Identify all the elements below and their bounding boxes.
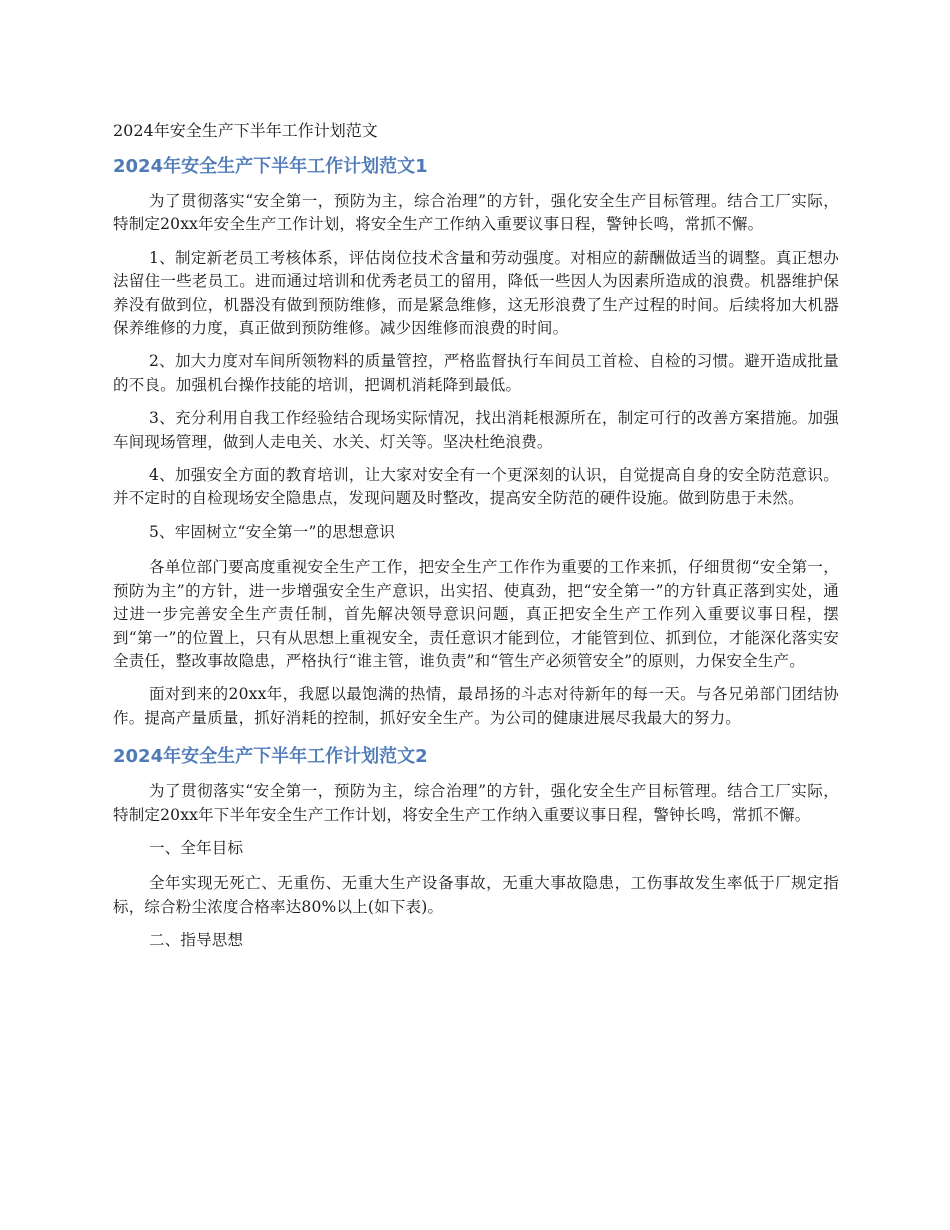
paragraph: 一、全年目标 bbox=[149, 838, 244, 857]
section-heading: 2024年安全生产下半年工作计划范文2 bbox=[113, 746, 428, 768]
paragraph: 全年实现无死亡、无重伤、无重大生产设备事故，无重大事故隐患，工伤事故发生率低于厂规定指标，综合粉尘浓度合格率达80%以上(如下表)。 bbox=[113, 874, 839, 916]
paragraph: 面对到来的20xx年，我愿以最饱满的热情，最昂扬的斗志对待新年的每一天。与各兄弟部门团结协作。提高产量质量，抓好消耗的控制，抓好安全生产。为公司的健康进展尽我最大的努力。 bbox=[113, 685, 839, 727]
section-2 bbox=[113, 744, 839, 952]
paragraph: 为了贯彻落实“安全第一，预防为主，综合治理”的方针，强化安全生产目标管理。结合工厂实际，特制定20xx年下半年安全生产工作计划，将安全生产工作纳入重要议事日程，警钟长鸣，常抓不懈。 bbox=[113, 782, 839, 824]
paragraph: 2、加大力度对车间所领物料的质量管控，严格监督执行车间员工首检、自检的习惯。避开造成批量的不良。加强机台操作技能的培训，把调机消耗降到最低。 bbox=[113, 352, 839, 394]
paragraph: 二、指导思想 bbox=[149, 931, 244, 950]
paragraph: 各单位部门要高度重视安全生产工作，把安全生产工作作为重要的工作来抓，仔细贯彻“安全第一，预防为主”的方针，进一步增强安全生产意识，出实招、使真劲，把“安全第一”的方针真正落到实处，通过进一步完善安全生产责任制，首先解决领导意识问题，真正把安全生产工作列入重要议事日程，摆到“第一”的位置上，只有从思想上重视安全，责任意识才能到位，才能管到位、抓到位，才能深化落实安全责任，整改事故隐患，严格执行“谁主管，谁负责”和“管生产必须管安全”的原则，力保安全生产。 bbox=[113, 558, 839, 670]
document-page bbox=[113, 118, 839, 965]
paragraph: 为了贯彻落实“安全第一，预防为主，综合治理”的方针，强化安全生产目标管理。结合工厂实际，特制定20xx年安全生产工作计划，将安全生产工作纳入重要议事日程，警钟长鸣，常抓不懈。 bbox=[113, 192, 839, 234]
section-1 bbox=[113, 154, 839, 730]
paragraph: 4、加强安全方面的教育培训，让大家对安全有一个更深刻的认识，自觉提高自身的安全防范意识。并不定时的自检现场安全隐患点，发现问题及时整改，提高安全防范的硬件设施。做到防患于未然。 bbox=[113, 466, 839, 508]
document-title: 2024年安全生产下半年工作计划范文 bbox=[113, 121, 378, 140]
paragraph: 3、充分利用自我工作经验结合现场实际情况，找出消耗根源所在，制定可行的改善方案措施。加强车间现场管理，做到人走电关、水关、灯关等。坚决杜绝浪费。 bbox=[113, 409, 839, 451]
section-heading: 2024年安全生产下半年工作计划范文1 bbox=[113, 156, 428, 177]
paragraph: 5、牢固树立“安全第一”的思想意识 bbox=[149, 522, 396, 541]
paragraph: 1、制定新老员工考核体系，评估岗位技术含量和劳动强度。对相应的薪酬做适当的调整。真正想办法留住一些老员工。进而通过培训和优秀老员工的留用，降低一些因人为因素所造成的浪费。机器维护保养没有做到位，机器没有做到预防维修，而是紧急维修，这无形浪费了生产过程的时间。后续将加大机器保养维修的力度，真正做到预防维修。减少因维修而浪费的时间。 bbox=[113, 248, 839, 338]
